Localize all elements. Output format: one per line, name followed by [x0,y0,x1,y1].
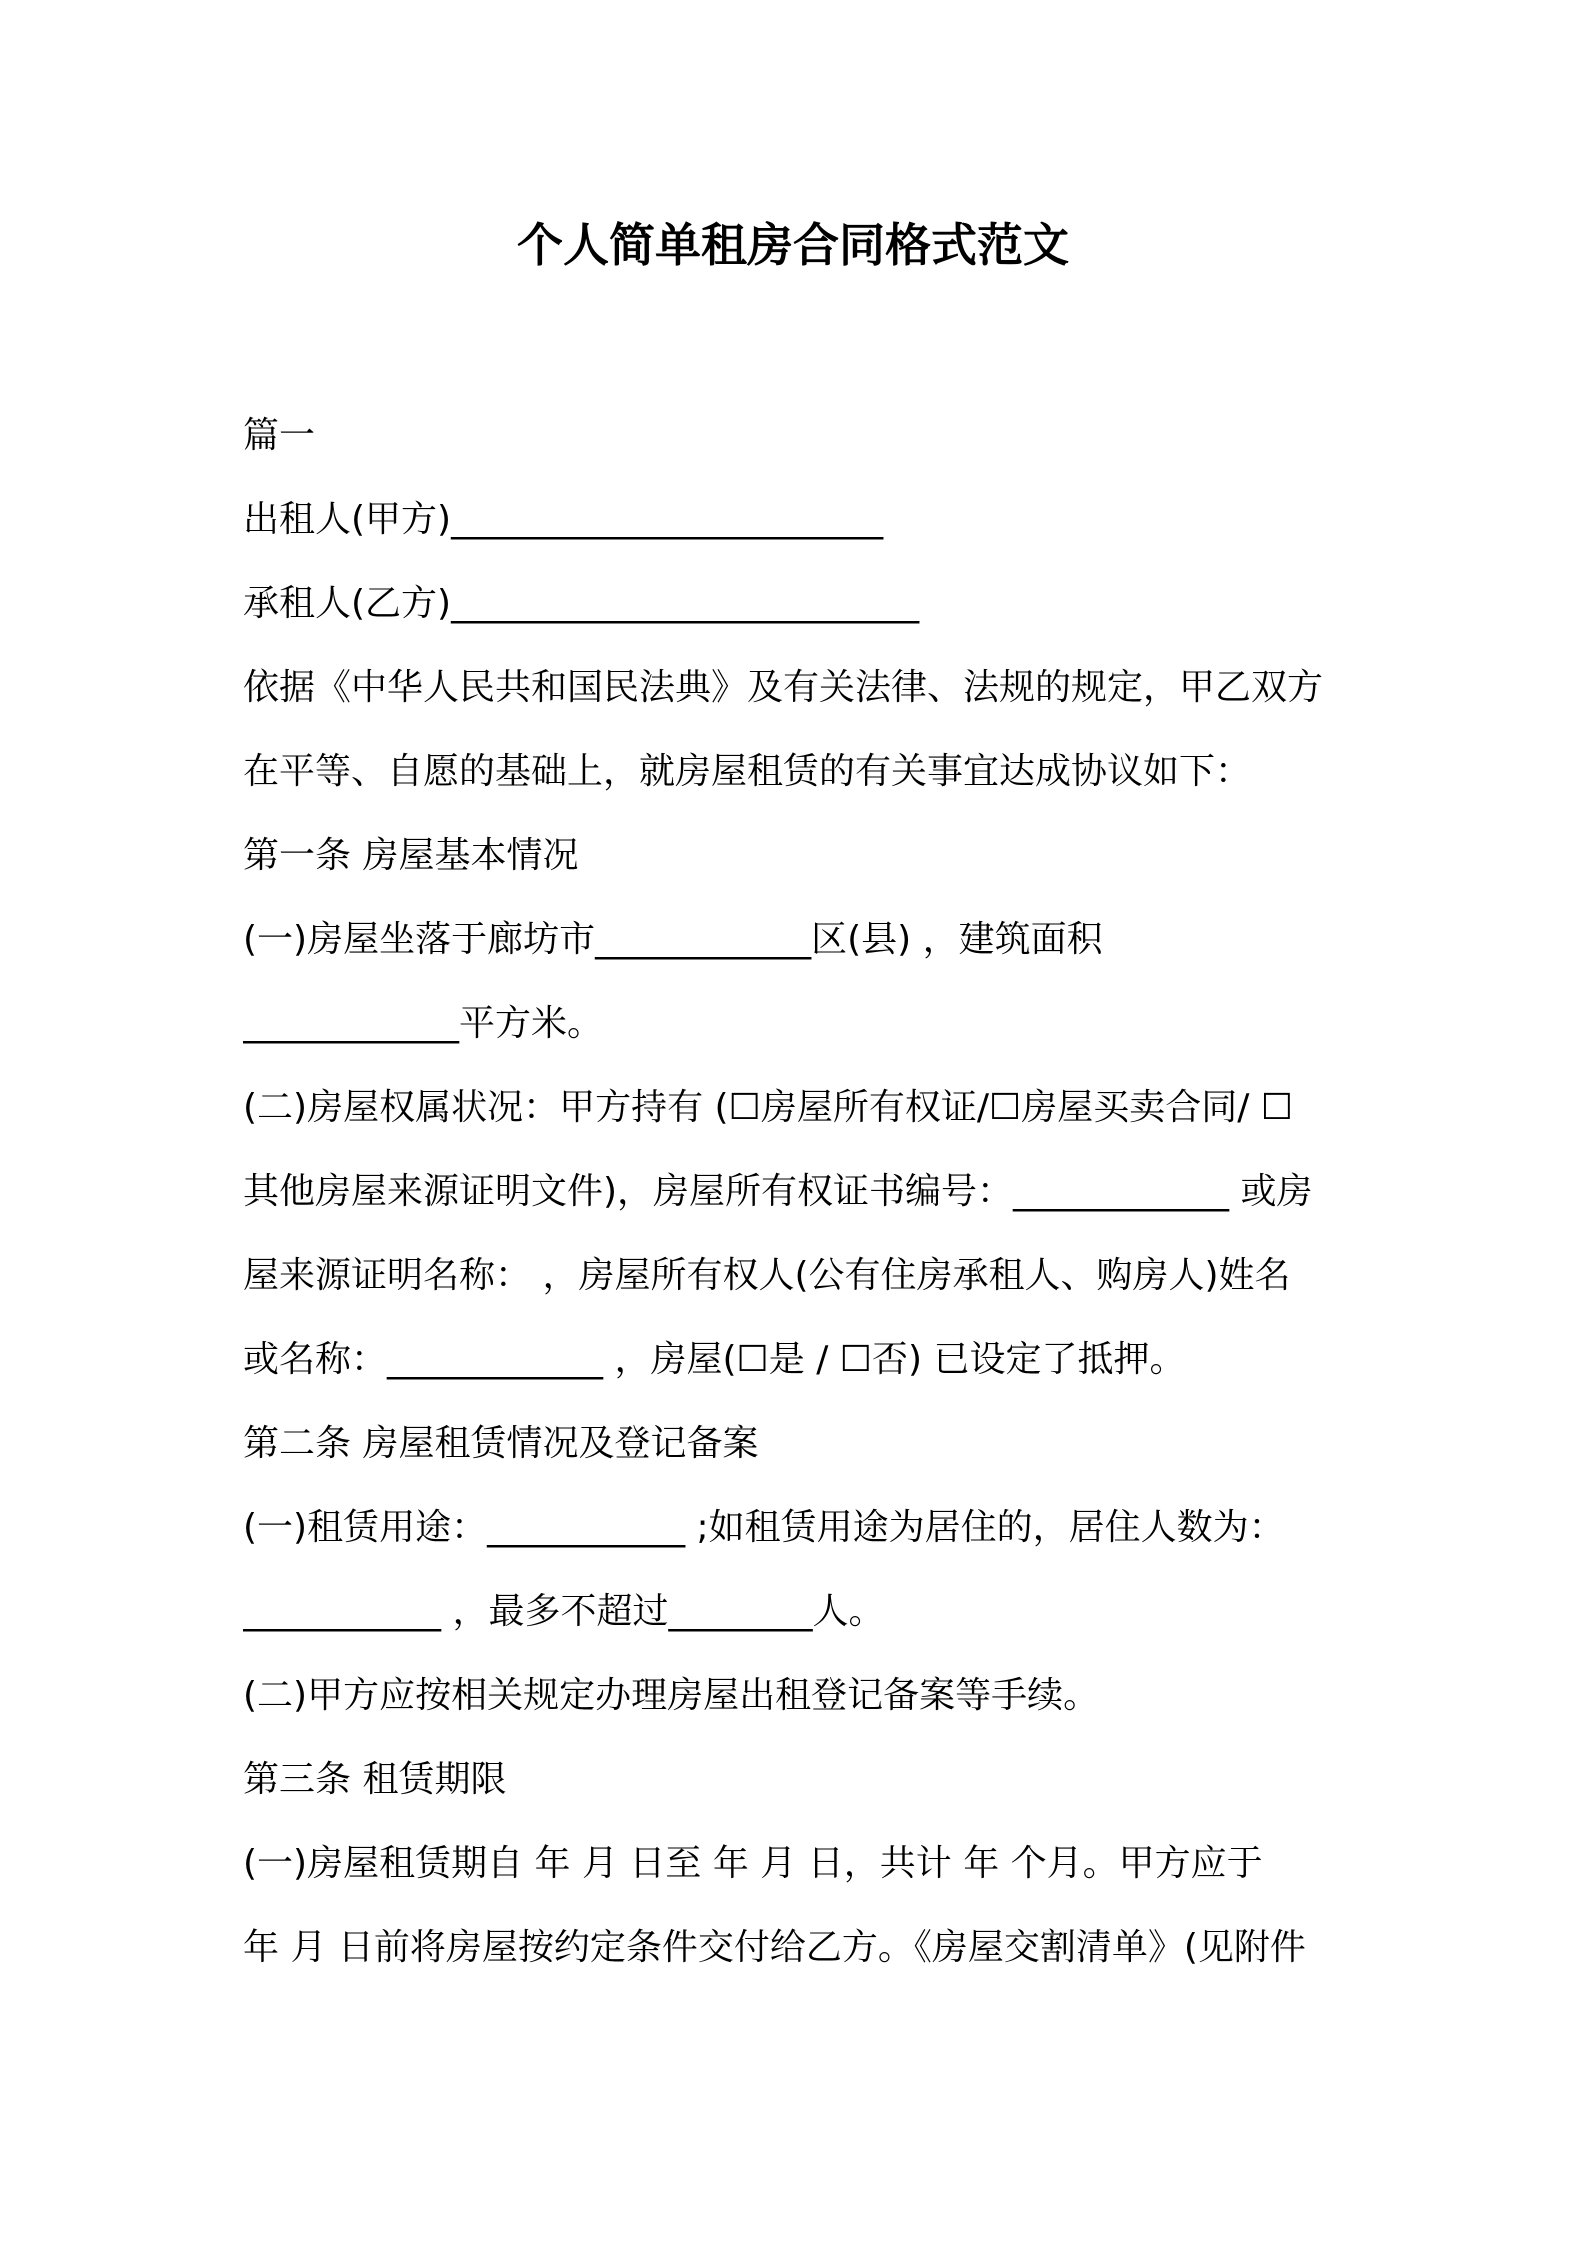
paragraph-line: ____________平方米。 [243,1003,604,1044]
paragraph-line: 或名称：____________ ，房屋(☐是 / ☐否) 已设定了抵押。 [243,1339,1186,1380]
article-heading: 第一条 房屋基本情况 [243,835,579,876]
paragraph-line: 依据《中华人民共和国民法典》及有关法律、法规的规定，甲乙双方 [243,667,1324,708]
article-heading: 第三条 租赁期限 [243,1759,507,1800]
paragraph-line: 在平等、自愿的基础上，就房屋租赁的有关事宜达成协议如下： [243,751,1252,792]
paragraph-line: 其他房屋来源证明文件)，房屋所有权证书编号：____________ 或房 [243,1171,1313,1212]
paragraph-line: (二)甲方应按相关规定办理房屋出租登记备案等手续。 [243,1675,1100,1716]
section-heading: 篇一 [243,415,316,456]
paragraph-line: (一)房屋坐落于廊坊市____________区(县) ，建筑面积 [243,919,1103,960]
lessee-line: 承租人(乙方)__________________________ [243,583,920,624]
paragraph-line: 屋来源证明名称： ，房屋所有权人(公有住房承租人、购房人)姓名 [243,1255,1291,1296]
paragraph-line: 年 月 日前将房屋按约定条件交付给乙方。《房屋交割清单》(见附件 [243,1927,1306,1968]
paragraph-line: (一)房屋租赁期自 年 月 日至 年 月 日，共计 年 个月。甲方应于 [243,1843,1263,1884]
document-title: 个人简单租房合同格式范文 [517,218,1069,272]
paragraph-line: (一)租赁用途：___________ ;如租赁用途为居住的，居住人数为： [243,1507,1285,1548]
article-heading: 第二条 房屋租赁情况及登记备案 [243,1423,759,1464]
paragraph-line: ___________ ，最多不超过________人。 [243,1591,885,1632]
lessor-line: 出租人(甲方)________________________ [243,499,884,540]
paragraph-line: (二)房屋权属状况：甲方持有 (☐房屋所有权证/☐房屋买卖合同/ ☐ [243,1087,1294,1128]
